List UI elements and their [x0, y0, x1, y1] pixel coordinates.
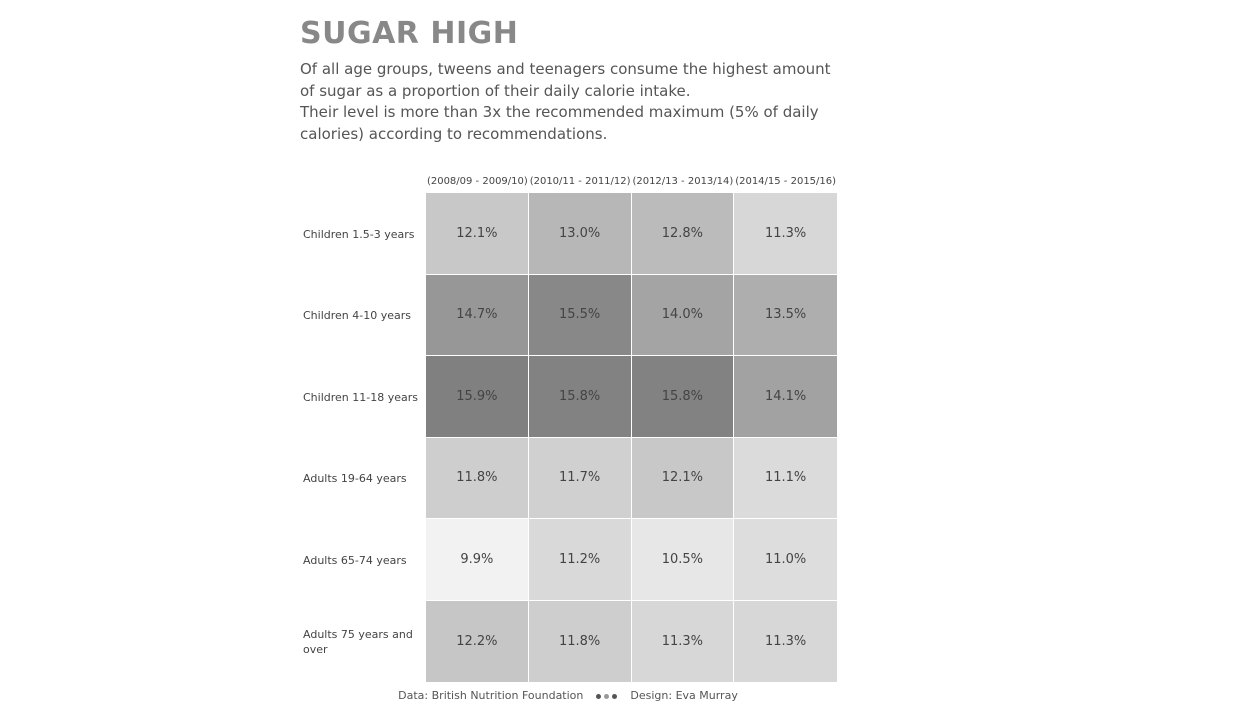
heatmap-cell	[632, 438, 735, 520]
dot-2	[604, 694, 609, 699]
footer	[0, 689, 1136, 702]
heatmap-cell	[734, 601, 837, 683]
heatmap-cell	[632, 601, 735, 683]
row-label: Adults 65-74 years	[303, 553, 407, 567]
heatmap-cell	[632, 275, 735, 357]
cell-value-label: 14.1%	[764, 388, 807, 404]
heatmap-cell	[529, 519, 632, 601]
row-label: Children 4-10 years	[303, 309, 411, 322]
heatmap-cell	[632, 356, 735, 438]
heatmap-cell	[734, 438, 837, 520]
cell-value-label: 14.7%	[456, 307, 498, 323]
column-header: (2014/15 - 2015/16)	[735, 176, 837, 187]
row-label: Children 1.5-3 years	[303, 227, 415, 241]
column-header: (2008/09 - 2009/10)	[426, 176, 528, 187]
cell-value-label: 13.0%	[558, 225, 601, 241]
cell-value-label: 9.9%	[460, 551, 494, 567]
cell-value-label: 12.2%	[456, 633, 498, 649]
cell-value-label: 12.1%	[661, 470, 704, 486]
dot-1	[596, 694, 601, 699]
cell-value-label: 13.5%	[764, 307, 807, 323]
heatmap-cell	[734, 356, 837, 438]
heatmap-cell	[734, 275, 837, 357]
column-header: (2010/11 - 2011/12)	[529, 176, 631, 187]
column-header: (2012/13 - 2013/14)	[632, 176, 734, 187]
cell-value-label: 10.5%	[661, 551, 704, 567]
heatmap-cell	[529, 275, 632, 357]
cell-value-label: 15.8%	[661, 388, 704, 404]
chart-subtitle: Of all age groups, tweens and teenagers consume the highest amount of sugar as a proportion of their daily calorie intake. Their level is more than 3x the recommended maximum (5% of daily calories) according to recommendations.	[300, 60, 831, 143]
dot-3	[612, 694, 617, 699]
design-credit: Design: Eva Murray	[630, 689, 738, 702]
heatmap-cell	[632, 519, 735, 601]
heatmap-cell	[529, 438, 632, 520]
cell-value-label: 11.7%	[558, 470, 601, 486]
cell-value-label: 15.8%	[558, 388, 601, 404]
cell-value-label: 11.1%	[764, 470, 807, 486]
row-label: Adults 75 years and over	[303, 627, 413, 656]
heatmap-cell	[426, 438, 529, 520]
cell-value-label: 11.8%	[456, 470, 498, 486]
cell-value-label: 11.8%	[558, 633, 601, 649]
heatmap-cell	[734, 519, 837, 601]
row-label: Children 11-18 years	[303, 390, 418, 404]
cell-value-label: 11.2%	[558, 551, 601, 567]
heatmap-cell	[426, 356, 529, 438]
heatmap-cell	[734, 193, 837, 275]
cell-value-label: 11.0%	[764, 551, 807, 567]
heatmap-cell	[426, 275, 529, 357]
heatmap-cell	[426, 519, 529, 601]
cell-value-label: 11.3%	[764, 225, 807, 241]
cell-value-label: 12.8%	[661, 225, 704, 241]
heatmap-cell	[529, 356, 632, 438]
source-credit: Data: British Nutrition Foundation	[398, 689, 584, 702]
chart-title: SUGAR HIGH	[300, 16, 519, 51]
heatmap-cell	[632, 193, 735, 275]
row-label: Adults 19-64 years	[303, 472, 407, 485]
cell-value-label: 14.0%	[661, 307, 704, 323]
cell-value-label: 11.3%	[764, 633, 807, 649]
heatmap-cell	[529, 601, 632, 683]
separator-dots	[595, 689, 619, 702]
cell-value-label: 11.3%	[661, 633, 704, 649]
cell-value-label: 15.9%	[456, 388, 498, 404]
cell-value-label: 15.5%	[558, 307, 601, 323]
cell-value-label: 12.1%	[456, 225, 498, 241]
heatmap-cell	[529, 193, 632, 275]
heatmap-cell	[426, 193, 529, 275]
heatmap-cell	[426, 601, 529, 683]
